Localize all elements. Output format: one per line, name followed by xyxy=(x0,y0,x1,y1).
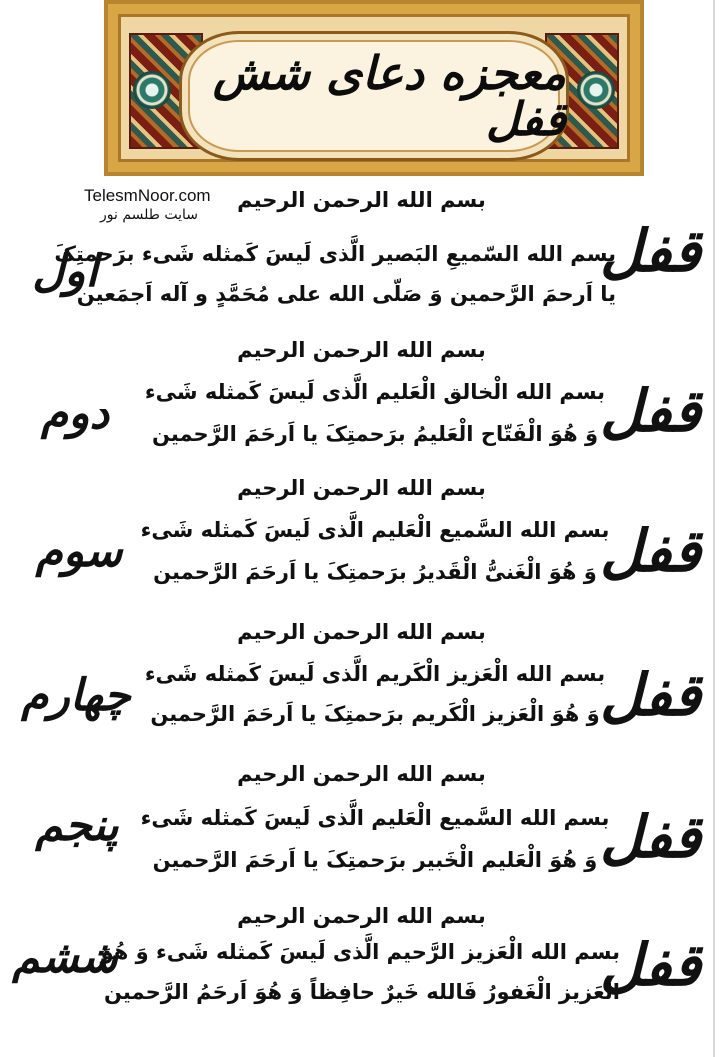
lock-word: قفل xyxy=(600,377,701,445)
basmala-heading: بسم الله الرحمن الرحیم xyxy=(237,338,486,362)
basmala-heading: بسم الله الرحمن الرحیم xyxy=(237,620,486,644)
prayer-line-2: وَ هُوَ الْفَتّاح الْعَلیمُ برَحمتِکَ یا اَرحَمَ الرَّحمین xyxy=(151,422,599,446)
prayer-line-1: بسم الله الْعَزیز الرَّحیم الَّذی لَیسَ کَمثله شَیء وَ هُوَ xyxy=(100,940,620,964)
prayer-line-1: بسم الله السّمیعِ البَصیر الَّذی لَیسَ کَمثله شَیء برَحمتِکَ xyxy=(54,242,616,266)
title-plaque xyxy=(104,0,644,176)
prayer-line-2: وَ هُوَ الْعَزیز الْکَریم برَحمتِکَ یا اَرحَمَ الرَّحمین xyxy=(150,702,600,726)
lock-ordinal: سوم xyxy=(35,526,123,577)
lock-section-6 xyxy=(0,900,723,1050)
lock-ordinal: اول xyxy=(32,246,98,297)
prayer-line-1: بسم الله السَّمیع الْعَلیم الَّذی لَیسَ کَمثله شَیء xyxy=(140,518,610,542)
lock-section-5 xyxy=(0,756,723,896)
basmala-heading: بسم الله الرحمن الرحیم xyxy=(237,762,486,786)
prayer-line-1: بسم الله الْعَزیز الْکَریم الَّذی لَیسَ کَمثله شَیء xyxy=(144,662,606,686)
medallion-left-icon xyxy=(133,71,171,109)
lock-word: قفل xyxy=(600,517,701,585)
plaque-frame xyxy=(118,14,630,162)
prayer-line-2: یا اَرحمَ الرَّحمین وَ صَلّی الله علی مُحَمَّدٍ و آله اَجمَعین xyxy=(76,282,616,306)
prayer-line-1: بسم الله الْخالق الْعَلیم الَّذی لَیسَ کَمثله شَیء xyxy=(144,380,606,404)
prayer-line-1: بسم الله السَّمیع الْعَلیم الَّذی لَیسَ کَمثله شَیء xyxy=(140,806,610,830)
prayer-line-2: الْعَزیز الْغَفورُ فَالله خَیرٌ حافِظاً وَ هُوَ اَرحَمُ الرَّحمین xyxy=(104,980,620,1004)
prayer-line-2: وَ هُوَ الْعَلیم الْخَبیر برَحمتِکَ یا اَرحَمَ الرَّحمین xyxy=(152,848,598,872)
lock-section-3 xyxy=(0,470,723,610)
lock-section-1 xyxy=(0,186,723,326)
lock-word: قفل xyxy=(600,803,701,871)
lock-word: قفل xyxy=(600,217,701,285)
prayer-line-2: وَ هُوَ الْغَنیُّ الْقَدیرُ برَحمتِکَ یا اَرحَمَ الرَّحمین xyxy=(153,560,597,584)
lock-section-2 xyxy=(0,330,723,470)
lock-section-4 xyxy=(0,612,723,752)
lock-ordinal: چهارم xyxy=(21,670,131,721)
basmala-heading: بسم الله الرحمن الرحیم xyxy=(237,476,486,500)
lock-word: قفل xyxy=(600,661,701,729)
lock-word: قفل xyxy=(600,931,701,999)
lock-ordinal: پنجم xyxy=(35,800,119,851)
watermark-site: TelesmNoor.com xyxy=(84,186,211,205)
title-cartouche xyxy=(179,31,569,161)
page-title: معجزه دعای شش قفل xyxy=(212,46,566,146)
medallion-right-icon xyxy=(577,71,615,109)
basmala-heading: بسم الله الرحمن الرحیم xyxy=(237,904,486,928)
lock-ordinal: دوم xyxy=(40,388,110,439)
basmala-heading: بسم الله الرحمن الرحیم xyxy=(237,188,486,212)
lock-ordinal: ششم xyxy=(12,932,118,983)
watermark-site-persian: سایت طلسم نور xyxy=(100,207,199,223)
